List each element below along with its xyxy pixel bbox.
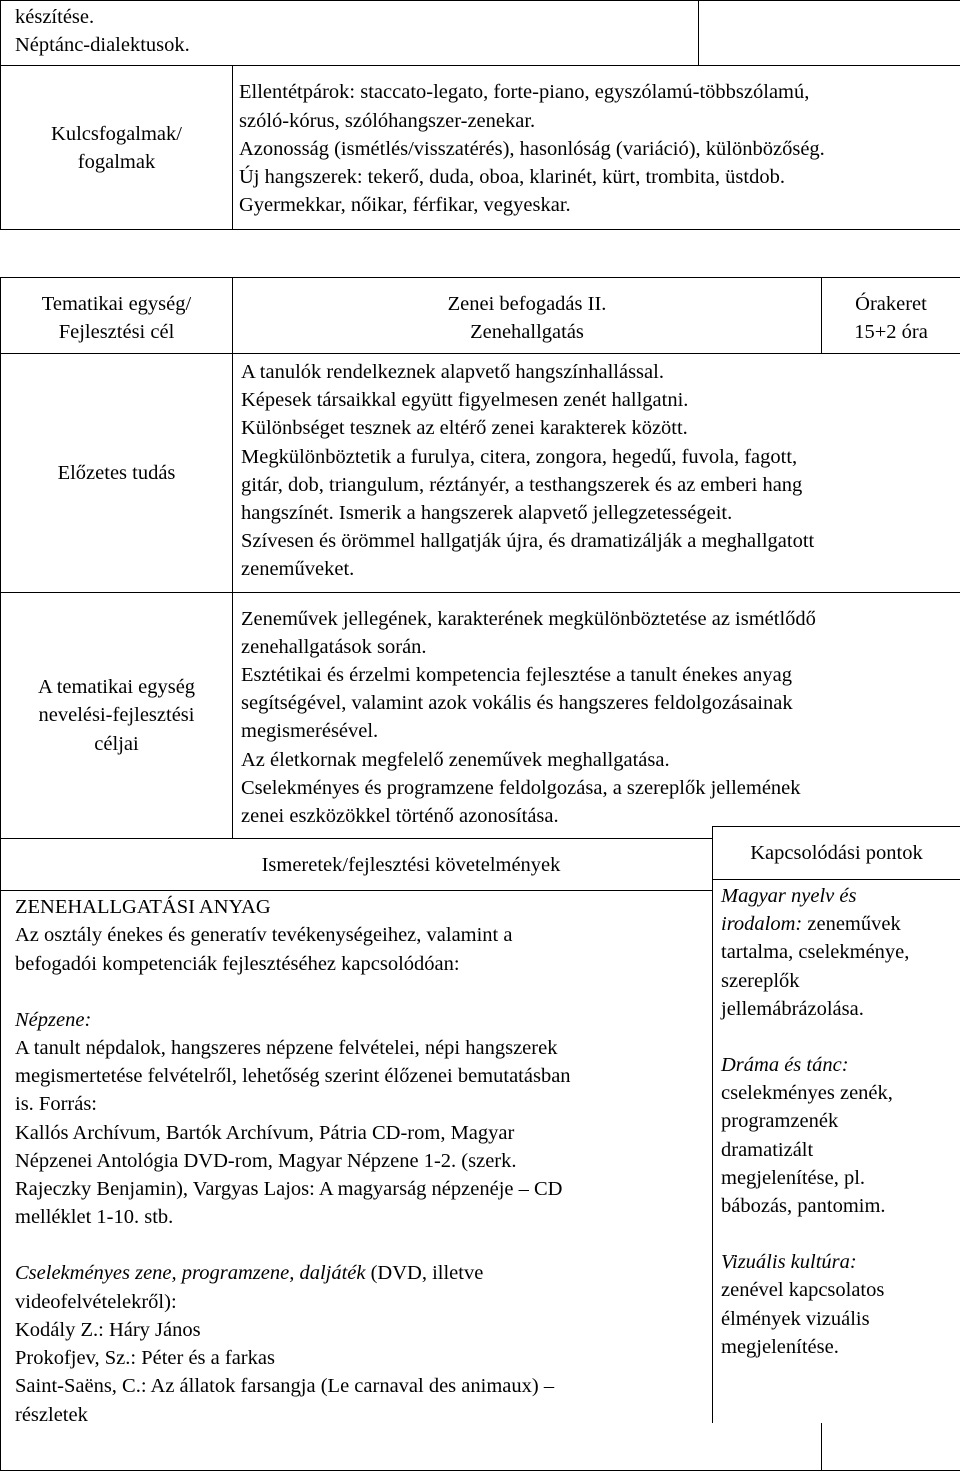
requirements-header — [1, 839, 822, 891]
key-concepts-line: szóló-kórus, szólóhangszer-zenekar. — [239, 107, 956, 135]
folk-music-line: Rajeczky Benjamin), Vargyas Lajos: A magyarság népzenéje – CD — [15, 1175, 813, 1203]
program-music-heading — [15, 1259, 813, 1287]
goals-line: Esztétikai és érzelmi kompetencia fejlesztése a tanult énekes anyag — [241, 661, 954, 689]
literature-line: jellemábrázolása. — [721, 995, 956, 1023]
drama-line: cselekményes zenék, — [721, 1079, 956, 1107]
unit-title-line: Zenei befogadás II. — [233, 290, 821, 318]
top-right-empty-cell — [699, 1, 960, 66]
key-concepts-line: Új hangszerek: tekerő, duda, oboa, klarinét, kürt, trombita, üstdob. — [239, 163, 956, 191]
literature-label-row — [721, 910, 956, 938]
connections-header — [713, 827, 960, 879]
key-concepts-line: Gyermekkar, nőikar, férfikar, vegyeskar. — [239, 191, 956, 219]
hours-value: 15+2 óra — [822, 318, 960, 346]
requirements-header-text: Ismeretek/fejlesztési követelmények — [262, 854, 561, 876]
visual-arts-line: zenével kapcsolatos — [721, 1276, 956, 1304]
prior-knowledge-line: Képesek társaikkal együtt figyelmesen zenét hallgatni. — [241, 386, 954, 414]
continuation-text-line: készítése. — [15, 3, 684, 31]
folk-music-line: A tanult népdalok, hangszeres népzene felvételei, népi hangszerek — [15, 1034, 813, 1062]
program-music-note: (DVD, illetve — [365, 1262, 483, 1284]
top-continuation-cell — [1, 1, 699, 66]
connections-column — [712, 826, 960, 1423]
folk-music-line: Népzenei Antológia DVD-rom, Magyar Népzene 1-2. (szerk. — [15, 1147, 813, 1175]
literature-label: irodalom: — [721, 913, 802, 935]
literature-text: zeneművek — [802, 913, 900, 935]
continuation-text-line: Néptánc-dialektusok. — [15, 31, 684, 59]
program-music-line: Prokofjev, Sz.: Péter és a farkas — [15, 1344, 813, 1372]
literature-label-line: Magyar nyelv és — [721, 882, 956, 910]
prior-knowledge-line: gitár, dob, triangulum, réztányér, a testhangszerek és az emberi hang — [241, 471, 954, 499]
goals-line: Zeneművek jellegének, karakterének megkülönböztetése az ismétlődő — [241, 605, 954, 633]
program-music-label: Cselekményes zene, programzene, daljáték — [15, 1262, 365, 1284]
goals-line: Az életkornak megfelelő zeneművek meghallgatása. — [241, 746, 954, 774]
goals-line: segítségével, valamint azok vokális és hangszeres feldolgozásainak — [241, 689, 954, 717]
visual-arts-line: élmények vizuális — [721, 1305, 956, 1333]
key-concepts-label-line: Kulcsfogalmak/ — [5, 120, 228, 148]
folk-music-line: megismertetése felvételről, lehetőség szerint élőzenei bemutatásban — [15, 1062, 813, 1090]
prior-knowledge-line: hangszínét. Ismerik a hangszerek alapvető jellegzetességeit. — [241, 499, 954, 527]
goals-line: megismerésével. — [241, 717, 954, 745]
key-concepts-line: Ellentétpárok: staccato-legato, forte-piano, egyszólamú-többszólamú, — [239, 78, 956, 106]
program-music-line: Kodály Z.: Háry János — [15, 1316, 813, 1344]
unit-header-row — [1, 278, 960, 354]
folk-music-label: Népzene: — [15, 1006, 813, 1034]
prior-knowledge-line: Szívesen és örömmel hallgatják újra, és dramatizálják a meghallgatott — [241, 527, 954, 555]
goals-label-line: nevelési-fejlesztési — [1, 701, 232, 729]
unit-label-line: Tematikai egység/ — [1, 290, 232, 318]
drama-label: Dráma és tánc: — [721, 1051, 956, 1079]
prior-knowledge-row — [1, 354, 960, 593]
goals-label-line: A tematikai egység — [1, 673, 232, 701]
prior-knowledge-label — [1, 354, 233, 593]
unit-label-cell — [1, 278, 233, 354]
drama-line: dramatizált — [721, 1136, 956, 1164]
requirements-content — [1, 891, 822, 1471]
connections-header-text: Kapcsolódási pontok — [750, 842, 923, 864]
section-title: ZENEHALLGATÁSI ANYAG — [15, 893, 813, 921]
program-music-line: videofelvételekről): — [15, 1288, 813, 1316]
hours-label: Órakeret — [822, 290, 960, 318]
program-music-line: részletek — [15, 1401, 813, 1429]
visual-arts-line: megjelenítése. — [721, 1333, 956, 1361]
folk-music-line: is. Forrás: — [15, 1090, 813, 1118]
goals-line: Cselekményes és programzene feldolgozása, a szereplők jellemének — [241, 774, 954, 802]
unit-title-cell — [233, 278, 822, 354]
prior-knowledge-line: Megkülönböztetik a furulya, citera, zongora, hegedű, fuvola, fagott, — [241, 443, 954, 471]
literature-line: szereplők — [721, 967, 956, 995]
drama-line: programzenék — [721, 1107, 956, 1135]
requirements-intro-line: befogadói kompetenciák fejlesztéséhez kapcsolódóan: — [15, 950, 813, 978]
folk-music-line: Kallós Archívum, Bartók Archívum, Pátria CD-rom, Magyar — [15, 1119, 813, 1147]
key-concepts-label — [1, 66, 233, 230]
prior-knowledge-label-text: Előzetes tudás — [58, 462, 176, 484]
goals-label — [1, 592, 233, 839]
requirements-intro-line: Az osztály énekes és generatív tevékenységeihez, valamint a — [15, 921, 813, 949]
key-concepts-table — [0, 0, 960, 230]
drama-line: bábozás, pantomim. — [721, 1192, 956, 1220]
connections-body — [713, 879, 960, 1361]
hours-cell — [822, 278, 960, 354]
goals-line: zenehallgatások során. — [241, 633, 954, 661]
key-concepts-content — [233, 66, 960, 230]
program-music-line: Saint-Saëns, C.: Az állatok farsangja (Le carnaval des animaux) – — [15, 1372, 813, 1400]
key-concepts-line: Azonosság (ismétlés/visszatérés), hasonlóság (variáció), különbözőség. — [239, 135, 956, 163]
goals-line: zenei eszközökkel történő azonosítása. — [241, 802, 954, 830]
unit-label-line: Fejlesztési cél — [1, 318, 232, 346]
top-continuation-row — [1, 1, 960, 66]
key-concepts-label-line: fogalmak — [5, 148, 228, 176]
prior-knowledge-line: A tanulók rendelkeznek alapvető hangszínhallással. — [241, 358, 954, 386]
unit-title-line: Zenehallgatás — [233, 318, 821, 346]
drama-line: megjelenítése, pl. — [721, 1164, 956, 1192]
prior-knowledge-content — [233, 354, 960, 593]
key-concepts-row — [1, 66, 960, 230]
literature-line: tartalma, cselekménye, — [721, 938, 956, 966]
prior-knowledge-line: zeneműveket. — [241, 555, 954, 583]
goals-row — [1, 592, 960, 839]
folk-music-line: melléklet 1-10. stb. — [15, 1203, 813, 1231]
visual-arts-label: Vizuális kultúra: — [721, 1248, 956, 1276]
goals-content — [233, 592, 960, 839]
goals-label-line: céljai — [1, 730, 232, 758]
prior-knowledge-line: Különbséget tesznek az eltérő zenei karakterek között. — [241, 414, 954, 442]
